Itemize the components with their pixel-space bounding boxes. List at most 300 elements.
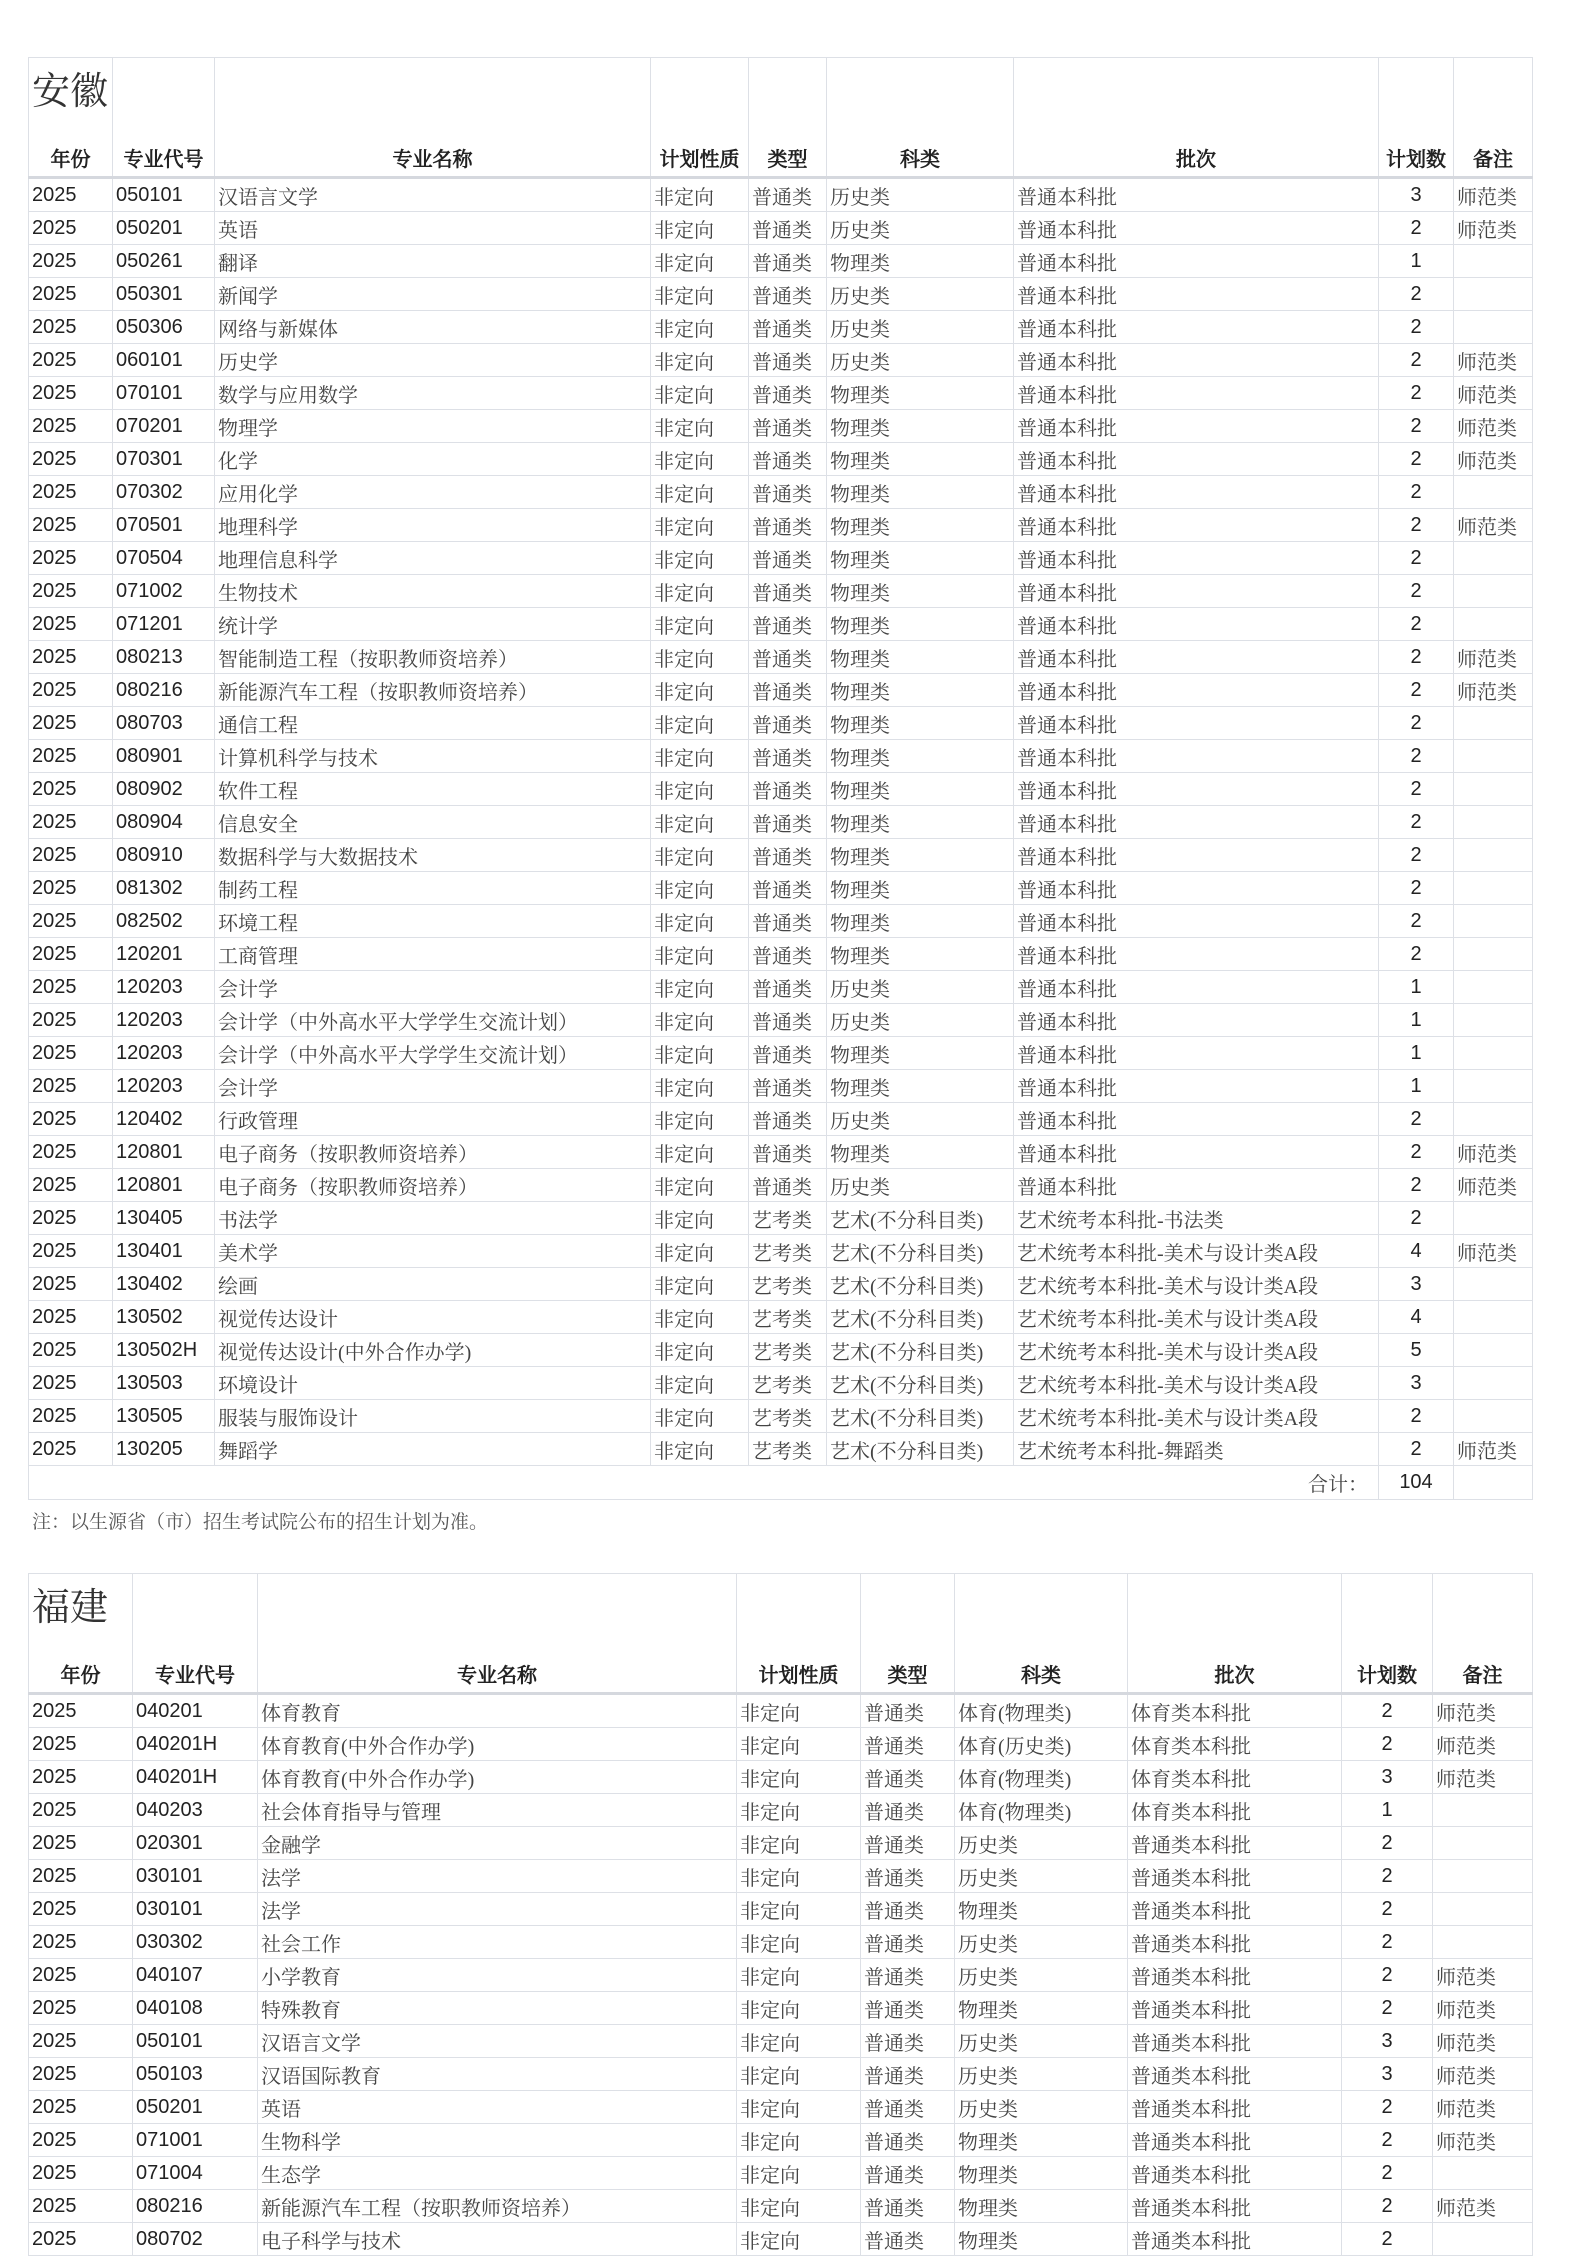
cell-major-code: 130505 [113, 1400, 215, 1433]
table-row [29, 2058, 1533, 2091]
cell-year: 2025 [29, 542, 113, 575]
cell-plan-type: 非定向 [651, 1268, 749, 1301]
cell-major-code: 050301 [113, 278, 215, 311]
cell-remark [1454, 542, 1533, 575]
table-row [29, 1959, 1533, 1992]
cell-remark [1454, 872, 1533, 905]
table-row [29, 806, 1533, 839]
cell-subject: 历史类 [955, 1860, 1128, 1893]
cell-category: 普通类 [861, 1992, 955, 2025]
cell-plan-type: 非定向 [737, 2190, 861, 2223]
cell-batch: 普通本科批 [1014, 641, 1379, 674]
cell-subject: 物理类 [827, 872, 1014, 905]
cell-year: 2025 [29, 1728, 133, 1761]
cell-major-name: 电子商务（按职教师资培养） [215, 1169, 651, 1202]
cell-plan-count: 1 [1379, 1070, 1454, 1103]
cell-major-code: 120203 [113, 1070, 215, 1103]
cell-year: 2025 [29, 1827, 133, 1860]
cell-major-name: 会计学 [215, 1070, 651, 1103]
cell-plan-count: 4 [1379, 1301, 1454, 1334]
cell-year: 2025 [29, 608, 113, 641]
header-batch [1128, 1574, 1342, 1694]
table-row [29, 212, 1533, 245]
cell-major-code: 071004 [133, 2157, 258, 2190]
cell-remark [1433, 1794, 1533, 1827]
cell-category: 普通类 [749, 1136, 827, 1169]
table-row [29, 509, 1533, 542]
cell-plan-count: 1 [1342, 1794, 1433, 1827]
cell-batch: 艺术统考本科批-美术与设计类A段 [1014, 1268, 1379, 1301]
cell-subject: 物理类 [827, 575, 1014, 608]
cell-year: 2025 [29, 872, 113, 905]
cell-plan-type: 非定向 [651, 1235, 749, 1268]
header-label: 类型 [887, 1665, 928, 1687]
cell-batch: 普通本科批 [1014, 971, 1379, 1004]
cell-plan-type: 非定向 [737, 1893, 861, 1926]
cell-category: 艺考类 [749, 1433, 827, 1466]
cell-major-code: 040201H [133, 1728, 258, 1761]
table-row [29, 1103, 1533, 1136]
cell-remark [1454, 1268, 1533, 1301]
cell-year: 2025 [29, 245, 113, 278]
cell-plan-count: 2 [1342, 2124, 1433, 2157]
header-subject [827, 58, 1014, 178]
cell-major-name: 工商管理 [215, 938, 651, 971]
cell-subject: 物理类 [827, 608, 1014, 641]
header-label: 类型 [767, 149, 808, 171]
cell-category: 普通类 [749, 311, 827, 344]
cell-major-code: 120203 [113, 1004, 215, 1037]
cell-category: 普通类 [861, 1860, 955, 1893]
cell-subject: 历史类 [955, 1827, 1128, 1860]
cell-batch: 艺术统考本科批-美术与设计类A段 [1014, 1400, 1379, 1433]
cell-subject: 历史类 [827, 971, 1014, 1004]
header-label: 计划性质 [659, 149, 740, 171]
cell-year: 2025 [29, 509, 113, 542]
cell-category: 普通类 [749, 905, 827, 938]
header-plan-count [1379, 58, 1454, 178]
cell-plan-count: 2 [1342, 2157, 1433, 2190]
anhui-table [28, 57, 1533, 1500]
header-label: 批次 [1214, 1665, 1255, 1687]
table-row [29, 641, 1533, 674]
cell-plan-type: 非定向 [651, 1169, 749, 1202]
cell-batch: 普通本科批 [1014, 311, 1379, 344]
cell-batch: 普通类本科批 [1128, 1893, 1342, 1926]
cell-major-code: 080901 [113, 740, 215, 773]
cell-major-code: 120402 [113, 1103, 215, 1136]
cell-subject: 物理类 [955, 2223, 1128, 2256]
header-label: 备注 [1473, 149, 1513, 171]
cell-major-name: 化学 [215, 443, 651, 476]
cell-plan-count: 5 [1379, 1334, 1454, 1367]
table-row [29, 1004, 1533, 1037]
cell-category: 普通类 [749, 641, 827, 674]
cell-subject: 历史类 [827, 344, 1014, 377]
cell-plan-type: 非定向 [737, 2223, 861, 2256]
cell-year: 2025 [29, 1694, 133, 1728]
cell-major-code: 040107 [133, 1959, 258, 1992]
cell-remark [1454, 1004, 1533, 1037]
cell-major-name: 体育教育(中外合作办学) [258, 1761, 737, 1794]
cell-major-name: 英语 [215, 212, 651, 245]
cell-subject: 物理类 [827, 410, 1014, 443]
cell-major-name: 生态学 [258, 2157, 737, 2190]
cell-major-code: 120801 [113, 1169, 215, 1202]
table-row [29, 344, 1533, 377]
cell-batch: 普通类本科批 [1128, 1926, 1342, 1959]
cell-subject: 历史类 [827, 1169, 1014, 1202]
header-label: 年份 [60, 1665, 101, 1687]
table-row [29, 575, 1533, 608]
cell-plan-count: 4 [1379, 1235, 1454, 1268]
cell-category: 普通类 [861, 2157, 955, 2190]
cell-batch: 普通类本科批 [1128, 1827, 1342, 1860]
cell-major-name: 行政管理 [215, 1103, 651, 1136]
cell-category: 普通类 [861, 1794, 955, 1827]
header-major-code [113, 58, 215, 178]
cell-plan-count: 2 [1379, 476, 1454, 509]
cell-category: 艺考类 [749, 1400, 827, 1433]
cell-plan-count: 2 [1379, 872, 1454, 905]
table-row [29, 1761, 1533, 1794]
cell-remark [1454, 1037, 1533, 1070]
cell-remark: 师范类 [1433, 1694, 1533, 1728]
cell-major-name: 生物科学 [258, 2124, 737, 2157]
cell-major-code: 082502 [113, 905, 215, 938]
cell-batch: 普通本科批 [1014, 443, 1379, 476]
cell-subject: 物理类 [827, 377, 1014, 410]
cell-major-code: 130502H [113, 1334, 215, 1367]
cell-major-code: 130402 [113, 1268, 215, 1301]
cell-year: 2025 [29, 2124, 133, 2157]
cell-category: 普通类 [749, 773, 827, 806]
cell-batch: 普通类本科批 [1128, 2190, 1342, 2223]
cell-batch: 普通本科批 [1014, 1004, 1379, 1037]
cell-remark [1454, 1301, 1533, 1334]
cell-subject: 艺术(不分科目类) [827, 1400, 1014, 1433]
cell-plan-type: 非定向 [651, 212, 749, 245]
header-label: 年份 [50, 149, 91, 171]
cell-subject: 艺术(不分科目类) [827, 1235, 1014, 1268]
cell-plan-count: 2 [1379, 542, 1454, 575]
cell-plan-type: 非定向 [651, 410, 749, 443]
cell-remark: 师范类 [1454, 178, 1533, 212]
table-row [29, 1169, 1533, 1202]
cell-remark: 师范类 [1454, 1235, 1533, 1268]
cell-year: 2025 [29, 938, 113, 971]
cell-plan-type: 非定向 [651, 773, 749, 806]
table-row [29, 245, 1533, 278]
cell-plan-count: 1 [1379, 1037, 1454, 1070]
cell-plan-type: 非定向 [651, 674, 749, 707]
cell-major-name: 书法学 [215, 1202, 651, 1235]
cell-remark [1454, 1103, 1533, 1136]
cell-major-name: 法学 [258, 1860, 737, 1893]
cell-plan-count: 2 [1379, 1433, 1454, 1466]
cell-plan-type: 非定向 [651, 377, 749, 410]
cell-year: 2025 [29, 1334, 113, 1367]
cell-major-name: 历史学 [215, 344, 651, 377]
table-row [29, 178, 1533, 212]
cell-plan-type: 非定向 [651, 278, 749, 311]
cell-plan-count: 2 [1342, 1959, 1433, 1992]
table-row [29, 608, 1533, 641]
cell-plan-type: 非定向 [651, 1334, 749, 1367]
table-row [29, 905, 1533, 938]
cell-remark [1454, 245, 1533, 278]
cell-plan-type: 非定向 [651, 443, 749, 476]
cell-plan-count: 2 [1379, 212, 1454, 245]
cell-category: 普通类 [861, 1959, 955, 1992]
cell-major-name: 电子商务（按职教师资培养） [215, 1136, 651, 1169]
cell-plan-count: 2 [1379, 1169, 1454, 1202]
cell-year: 2025 [29, 377, 113, 410]
cell-category: 普通类 [861, 2058, 955, 2091]
cell-major-code: 040203 [133, 1794, 258, 1827]
cell-category: 艺考类 [749, 1268, 827, 1301]
cell-batch: 普通本科批 [1014, 575, 1379, 608]
cell-subject: 艺术(不分科目类) [827, 1301, 1014, 1334]
cell-remark: 师范类 [1454, 1136, 1533, 1169]
cell-plan-type: 非定向 [651, 1202, 749, 1235]
cell-remark [1454, 1334, 1533, 1367]
cell-major-code: 130502 [113, 1301, 215, 1334]
cell-subject: 物理类 [955, 2124, 1128, 2157]
header-label: 计划性质 [758, 1665, 839, 1687]
table-row [29, 1694, 1533, 1728]
cell-year: 2025 [29, 674, 113, 707]
table-row [29, 1794, 1533, 1827]
cell-remark [1454, 1202, 1533, 1235]
cell-plan-type: 非定向 [737, 1959, 861, 1992]
cell-category: 普通类 [749, 938, 827, 971]
cell-major-name: 英语 [258, 2091, 737, 2124]
cell-remark: 师范类 [1433, 2124, 1533, 2157]
cell-major-code: 050261 [113, 245, 215, 278]
cell-major-name: 会计学 [215, 971, 651, 1004]
cell-major-code: 130401 [113, 1235, 215, 1268]
cell-subject: 艺术(不分科目类) [827, 1202, 1014, 1235]
table-row [29, 1992, 1533, 2025]
table-row [29, 1860, 1533, 1893]
cell-plan-count: 2 [1379, 674, 1454, 707]
cell-batch: 普通本科批 [1014, 1037, 1379, 1070]
table-row [29, 1893, 1533, 1926]
table-row [29, 839, 1533, 872]
cell-plan-type: 非定向 [651, 1400, 749, 1433]
cell-major-code: 080910 [113, 839, 215, 872]
cell-year: 2025 [29, 707, 113, 740]
cell-batch: 普通本科批 [1014, 476, 1379, 509]
table-row [29, 2223, 1533, 2256]
cell-plan-type: 非定向 [651, 971, 749, 1004]
cell-plan-count: 1 [1379, 245, 1454, 278]
cell-remark: 师范类 [1454, 377, 1533, 410]
cell-major-code: 080703 [113, 707, 215, 740]
table-row [29, 1400, 1533, 1433]
cell-major-code: 080902 [113, 773, 215, 806]
cell-remark [1433, 1827, 1533, 1860]
footnote: 注：以生源省（市）招生考试院公布的招生计划为准。 [32, 1512, 489, 1533]
cell-major-code: 130405 [113, 1202, 215, 1235]
cell-batch: 体育类本科批 [1128, 1761, 1342, 1794]
header-major-code [133, 1574, 258, 1694]
table-row [29, 1235, 1533, 1268]
header-row [29, 58, 1533, 178]
cell-year: 2025 [29, 1893, 133, 1926]
cell-batch: 普通本科批 [1014, 740, 1379, 773]
cell-plan-count: 3 [1342, 1761, 1433, 1794]
cell-major-code: 030101 [133, 1893, 258, 1926]
header-remark [1433, 1574, 1533, 1694]
table-row [29, 2025, 1533, 2058]
cell-remark [1454, 839, 1533, 872]
cell-year: 2025 [29, 773, 113, 806]
cell-major-name: 特殊教育 [258, 1992, 737, 2025]
cell-subject: 物理类 [827, 773, 1014, 806]
header-remark [1454, 58, 1533, 178]
cell-category: 普通类 [749, 740, 827, 773]
cell-year: 2025 [29, 1136, 113, 1169]
cell-year: 2025 [29, 1004, 113, 1037]
cell-category: 普通类 [749, 872, 827, 905]
cell-plan-count: 2 [1379, 608, 1454, 641]
province-title: 福建 [32, 1587, 109, 1629]
cell-plan-count: 2 [1379, 1400, 1454, 1433]
cell-batch: 普通类本科批 [1128, 2157, 1342, 2190]
cell-remark: 师范类 [1433, 2025, 1533, 2058]
cell-category: 普通类 [749, 1103, 827, 1136]
cell-year: 2025 [29, 278, 113, 311]
cell-plan-type: 非定向 [651, 1301, 749, 1334]
cell-major-name: 汉语国际教育 [258, 2058, 737, 2091]
cell-year: 2025 [29, 575, 113, 608]
cell-plan-count: 2 [1342, 1860, 1433, 1893]
cell-plan-type: 非定向 [737, 2124, 861, 2157]
cell-major-name: 法学 [258, 1893, 737, 1926]
cell-major-code: 071001 [133, 2124, 258, 2157]
cell-remark: 师范类 [1454, 410, 1533, 443]
header-plan-count [1342, 1574, 1433, 1694]
cell-category: 普通类 [749, 608, 827, 641]
cell-subject: 艺术(不分科目类) [827, 1334, 1014, 1367]
header-label: 科类 [1021, 1665, 1061, 1687]
header-category [861, 1574, 955, 1694]
cell-plan-count: 2 [1379, 740, 1454, 773]
total-row [29, 1466, 1533, 1500]
cell-batch: 体育类本科批 [1128, 1728, 1342, 1761]
cell-plan-count: 2 [1379, 410, 1454, 443]
cell-plan-count: 2 [1379, 278, 1454, 311]
header-label: 备注 [1462, 1665, 1503, 1687]
cell-plan-type: 非定向 [737, 1860, 861, 1893]
cell-category: 普通类 [861, 1827, 955, 1860]
cell-subject: 体育(物理类) [955, 1794, 1128, 1827]
cell-category: 普通类 [749, 575, 827, 608]
cell-major-code: 071201 [113, 608, 215, 641]
cell-remark: 师范类 [1454, 443, 1533, 476]
cell-subject: 历史类 [827, 311, 1014, 344]
cell-major-name: 视觉传达设计 [215, 1301, 651, 1334]
cell-remark [1454, 1400, 1533, 1433]
header-label: 计划数 [1386, 149, 1446, 171]
cell-year: 2025 [29, 311, 113, 344]
cell-remark [1454, 707, 1533, 740]
cell-major-code: 040108 [133, 1992, 258, 2025]
cell-remark: 师范类 [1454, 674, 1533, 707]
cell-category: 普通类 [749, 245, 827, 278]
cell-category: 艺考类 [749, 1367, 827, 1400]
cell-subject: 物理类 [827, 443, 1014, 476]
cell-remark [1454, 1070, 1533, 1103]
cell-remark: 师范类 [1454, 509, 1533, 542]
cell-subject: 历史类 [955, 1926, 1128, 1959]
cell-remark [1433, 1893, 1533, 1926]
cell-plan-type: 非定向 [737, 1761, 861, 1794]
cell-year: 2025 [29, 1433, 113, 1466]
table-row [29, 1301, 1533, 1334]
cell-year: 2025 [29, 1400, 113, 1433]
cell-major-code: 050201 [113, 212, 215, 245]
cell-subject: 艺术(不分科目类) [827, 1268, 1014, 1301]
cell-major-code: 130205 [113, 1433, 215, 1466]
cell-major-name: 汉语言文学 [215, 178, 651, 212]
cell-major-code: 070301 [113, 443, 215, 476]
cell-category: 艺考类 [749, 1334, 827, 1367]
header-major-name [258, 1574, 737, 1694]
cell-subject: 体育(物理类) [955, 1761, 1128, 1794]
cell-plan-count: 2 [1379, 1202, 1454, 1235]
cell-subject: 物理类 [827, 938, 1014, 971]
cell-batch: 普通本科批 [1014, 806, 1379, 839]
cell-year: 2025 [29, 1367, 113, 1400]
cell-plan-type: 非定向 [737, 1728, 861, 1761]
cell-category: 普通类 [749, 212, 827, 245]
cell-major-name: 体育教育 [258, 1694, 737, 1728]
cell-batch: 普通本科批 [1014, 1169, 1379, 1202]
cell-category: 普通类 [749, 443, 827, 476]
cell-year: 2025 [29, 1959, 133, 1992]
cell-batch: 艺术统考本科批-舞蹈类 [1014, 1433, 1379, 1466]
cell-batch: 普通类本科批 [1128, 2223, 1342, 2256]
province-title: 安徽 [32, 71, 109, 113]
cell-plan-count: 2 [1379, 707, 1454, 740]
header-major-name [215, 58, 651, 178]
cell-year: 2025 [29, 1301, 113, 1334]
cell-subject: 物理类 [827, 1136, 1014, 1169]
cell-major-name: 新能源汽车工程（按职教师资培养） [258, 2190, 737, 2223]
cell-plan-count: 2 [1342, 2190, 1433, 2223]
cell-major-code: 040201 [133, 1694, 258, 1728]
cell-plan-count: 2 [1342, 2091, 1433, 2124]
cell-subject: 物理类 [827, 674, 1014, 707]
cell-major-name: 地理信息科学 [215, 542, 651, 575]
cell-major-name: 地理科学 [215, 509, 651, 542]
header-label: 专业名称 [457, 1665, 537, 1687]
cell-year: 2025 [29, 641, 113, 674]
cell-major-name: 汉语言文学 [258, 2025, 737, 2058]
cell-year: 2025 [29, 1235, 113, 1268]
table-row [29, 542, 1533, 575]
cell-remark [1433, 2223, 1533, 2256]
cell-category: 普通类 [861, 2025, 955, 2058]
cell-category: 普通类 [749, 178, 827, 212]
fujian-table [28, 1573, 1533, 2256]
cell-category: 普通类 [749, 410, 827, 443]
cell-major-name: 智能制造工程（按职教师资培养） [215, 641, 651, 674]
cell-batch: 普通本科批 [1014, 245, 1379, 278]
